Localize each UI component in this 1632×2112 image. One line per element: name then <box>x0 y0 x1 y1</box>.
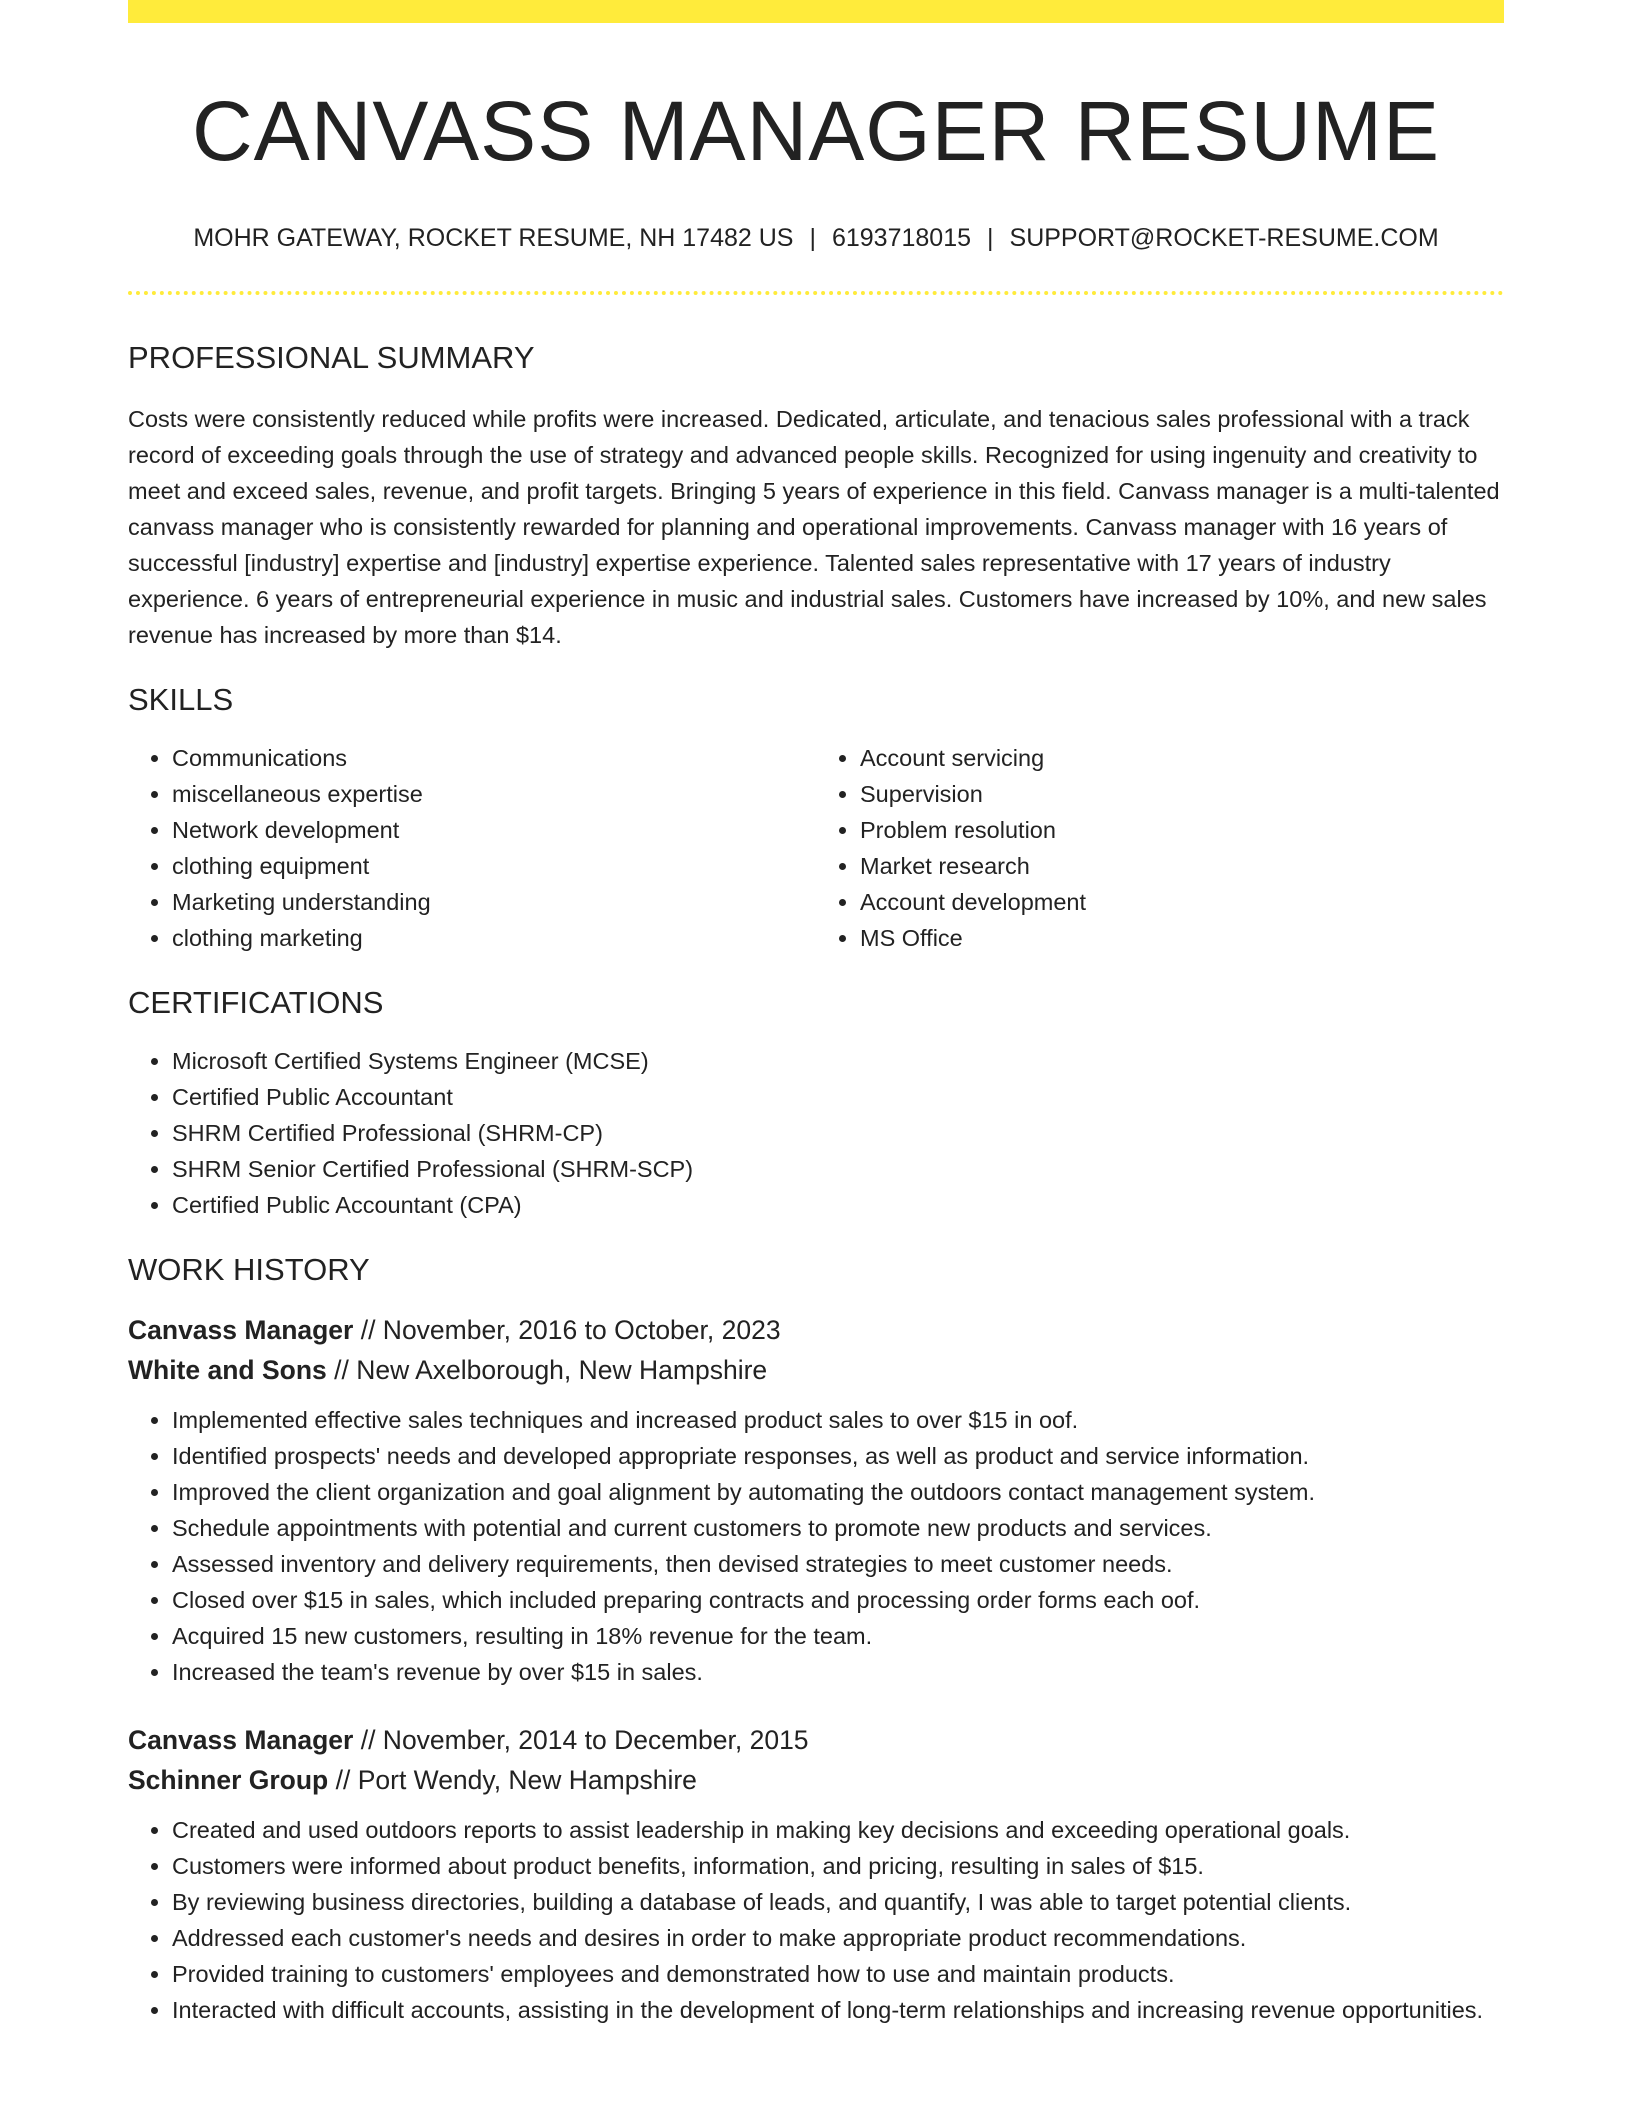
job-bullet: • Identified prospects' needs and developed appropriate responses, as well as product and service information. <box>172 1438 1504 1474</box>
resume-page <box>128 0 1504 2028</box>
contact-separator: | <box>809 224 816 253</box>
skill-item: • Account servicing <box>860 740 1504 776</box>
summary-heading: PROFESSIONAL SUMMARY <box>128 340 535 376</box>
job-bullet: • Increased the team's revenue by over $15 in sales. <box>172 1654 1504 1690</box>
job-role: Canvass Manager <box>128 1315 354 1346</box>
contact-email: SUPPORT@ROCKET-RESUME.COM <box>1009 224 1439 253</box>
contact-address: MOHR GATEWAY, ROCKET RESUME, NH 17482 US <box>193 224 794 253</box>
skill-item: • clothing marketing <box>172 920 816 956</box>
skill-item: • Account development <box>860 884 1504 920</box>
skill-item: • Supervision <box>860 776 1504 812</box>
job-bullet: • Provided training to customers' employees and demonstrated how to use and maintain products. <box>172 1956 1504 1992</box>
skill-item: • Network development <box>172 812 816 848</box>
certifications-list <box>128 1043 1504 1223</box>
contact-line <box>128 223 1504 253</box>
skills-left-list <box>128 740 816 956</box>
skill-item: • Market research <box>860 848 1504 884</box>
certification-item: • Certified Public Accountant <box>172 1079 1504 1115</box>
skill-item: • clothing equipment <box>172 848 816 884</box>
job-bullets <box>128 1402 1504 1690</box>
skill-item: • miscellaneous expertise <box>172 776 816 812</box>
certification-item: • SHRM Senior Certified Professional (SHRM-SCP) <box>172 1151 1504 1187</box>
job-bullet: • Interacted with difficult accounts, assisting in the development of long-term relationships and increasing revenue opportunities. <box>172 1992 1504 2028</box>
job-bullet: • Created and used outdoors reports to assist leadership in making key decisions and exceeding operational goals. <box>172 1812 1504 1848</box>
skill-item: • MS Office <box>860 920 1504 956</box>
job-entry <box>128 1720 1504 2028</box>
job-role: Canvass Manager <box>128 1725 354 1756</box>
resume-title: CANVASS MANAGER RESUME <box>192 84 1440 178</box>
skills-heading: SKILLS <box>128 681 234 717</box>
job-bullet: • By reviewing business directories, building a database of leads, and quantify, I was able to target potential clients. <box>172 1884 1504 1920</box>
skill-item: • Communications <box>172 740 816 776</box>
skills-columns <box>128 740 1504 956</box>
job-dates: // November, 2016 to October, 2023 <box>353 1315 781 1346</box>
job-location: // Port Wendy, New Hampshire <box>328 1765 697 1796</box>
skill-item: • Problem resolution <box>860 812 1504 848</box>
skill-item: • Marketing understanding <box>172 884 816 920</box>
job-bullet: • Improved the client organization and goal alignment by automating the outdoors contact management system. <box>172 1474 1504 1510</box>
certification-item: • Microsoft Certified Systems Engineer (MCSE) <box>172 1043 1504 1079</box>
job-company-line <box>128 1760 1504 1800</box>
skills-right-list <box>816 740 1504 956</box>
job-bullets <box>128 1812 1504 2028</box>
contact-separator: | <box>987 224 994 253</box>
job-location: // New Axelborough, New Hampshire <box>326 1355 768 1386</box>
job-role-line <box>128 1310 1504 1350</box>
contact-phone: 6193718015 <box>831 224 972 253</box>
job-bullet: • Schedule appointments with potential and current customers to promote new products and services. <box>172 1510 1504 1546</box>
job-bullet: • Acquired 15 new customers, resulting in 18% revenue for the team. <box>172 1618 1504 1654</box>
certification-item: • SHRM Certified Professional (SHRM-CP) <box>172 1115 1504 1151</box>
job-bullet: • Addressed each customer's needs and desires in order to make appropriate product recommendations. <box>172 1920 1504 1956</box>
job-bullet: • Assessed inventory and delivery requirements, then devised strategies to meet customer needs. <box>172 1546 1504 1582</box>
job-company: White and Sons <box>128 1355 327 1386</box>
job-dates: // November, 2014 to December, 2015 <box>353 1725 809 1756</box>
job-company-line <box>128 1350 1504 1390</box>
job-bullet: • Customers were informed about product benefits, information, and pricing, resulting in sales of $15. <box>172 1848 1504 1884</box>
job-entry <box>128 1310 1504 1690</box>
work-history-heading: WORK HISTORY <box>128 1251 370 1287</box>
job-bullet: • Implemented effective sales techniques and increased product sales to over $15 in oof. <box>172 1402 1504 1438</box>
summary-text: Costs were consistently reduced while profits were increased. Dedicated, articulate, and tenacious sales professional with a track record of exceeding goals through the use of strategy and advanced people skills. Recognized for using ingenuity and creativity to meet and exceed sales, revenue, and profit targets. Bringing 5 years of experience in this field. Canvass manager is a multi-talented canvass manager who is consistently rewarded for planning and operational improvements. Canvass manager with 16 years of successful [industry] expertise and [industry] expertise experience. Talented sales representative with 17 years of industry experience. 6 years of entrepreneurial experience in music and industrial sales. Customers have increased by 10%, and new sales revenue has increased by more than $14. <box>128 405 1500 648</box>
job-role-line <box>128 1720 1504 1760</box>
job-company: Schinner Group <box>128 1765 329 1796</box>
top-accent-bar <box>128 0 1504 23</box>
certifications-heading: CERTIFICATIONS <box>128 984 384 1020</box>
header-divider <box>128 291 1504 295</box>
job-bullet: • Closed over $15 in sales, which included preparing contracts and processing order forms each oof. <box>172 1582 1504 1618</box>
certification-item: • Certified Public Accountant (CPA) <box>172 1187 1504 1223</box>
